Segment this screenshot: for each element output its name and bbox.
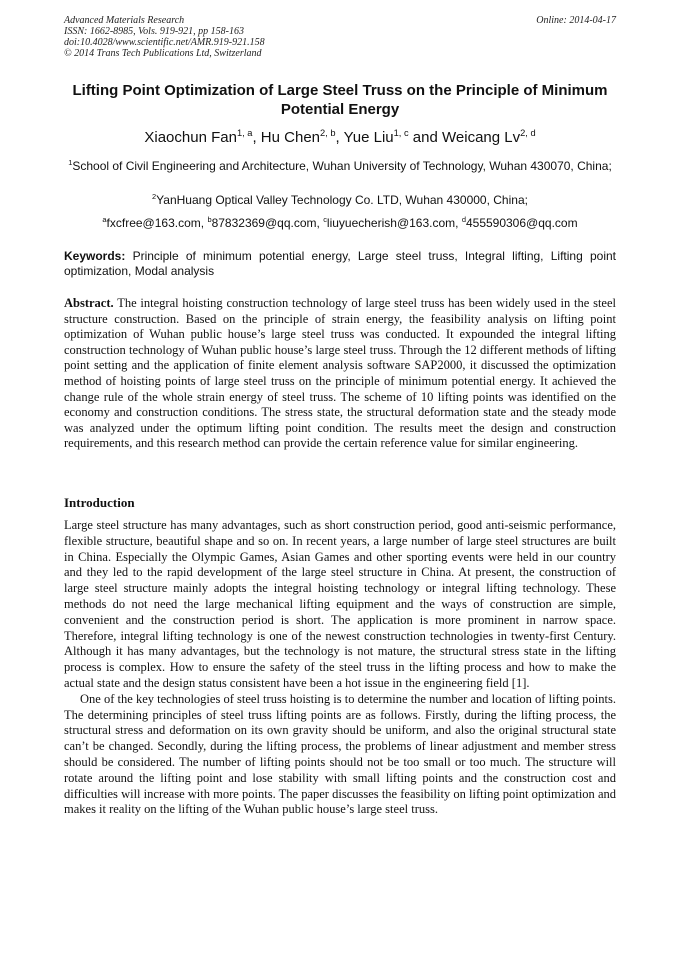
abstract-section <box>64 296 616 452</box>
email-address: fxcfree@163.com <box>106 216 201 230</box>
author-affiliation-marker: 2, b <box>320 128 336 138</box>
journal-header <box>64 15 616 59</box>
doi-line: doi:10.4028/www.scientific.net/AMR.919-921.158 <box>64 37 265 48</box>
author-separator: , <box>335 129 344 146</box>
online-date: Online: 2014-04-17 <box>536 15 616 26</box>
keywords-text: Principle of minimum potential energy, Large steel truss, Integral lifting, Lifting point optimization, Modal analysis <box>64 249 616 278</box>
email-marker: d <box>461 215 466 224</box>
affiliation-1 <box>64 158 616 174</box>
author-affiliation-marker: 2, d <box>520 128 536 138</box>
affiliation-text: YanHuang Optical Valley Technology Co. LTD, Wuhan 430000, China; <box>156 193 528 207</box>
affiliation-2 <box>64 192 616 208</box>
email-list: $^a$fxcfree@163.com, $^b$87832369@qq.com, $^c$liuyuecherish@163.com, $^d$455590306@qq.com <box>102 215 578 230</box>
email-address: 87832369@qq.com <box>211 216 317 230</box>
section-heading-introduction: Introduction <box>64 495 135 510</box>
email-marker: a <box>102 215 107 224</box>
affiliation-marker: 1 <box>68 158 73 167</box>
abstract-label: Abstract. <box>64 296 114 310</box>
paper-title: Lifting Point Optimization of Large Steel Truss on the Principle of Minimum Potential Energy <box>72 82 608 118</box>
email-address: liuyuecherish@163.com <box>326 216 456 230</box>
author-name: Hu Chen <box>260 129 320 146</box>
email-address: 455590306@qq.com <box>465 216 578 230</box>
affiliation-text: School of Civil Engineering and Architecture, Wuhan University of Technology, Wuhan 430070, China; <box>72 159 612 173</box>
abstract-text: The integral hoisting construction technology of large steel truss has been widely used in the steel structure construction. Based on the principle of strain energy, the feasibility analysis on lifting point optimization of Wuhan public house’s large steel truss was conducted. It expounded the integral lifting construction technology of Wuhan public house’s large steel truss. Through the 12 different methods of lifting point setting and the application of finite element analysis software SAP2000, it discussed the optimization method of hoisting points of large steel truss on the principle of minimum potential energy. It achieved the change rule of the whole strain energy of steel truss. The scheme of 10 lifting points was identified on the economy and construction conditions. The stress state, the structural deformation state and the steady mode was analyzed under the optimum lifting point condition. The results meet the design and construction requirements, and this research method can provide the certain reference value for similar engineering. <box>64 296 616 451</box>
issn-line: ISSN: 1662-8985, Vols. 919-921, pp 158-163 <box>64 26 244 37</box>
author-list <box>64 129 616 147</box>
email-marker: c <box>323 215 327 224</box>
keywords-label: Keywords: <box>64 249 126 263</box>
affiliation-marker: 2 <box>152 192 157 201</box>
author-name: Weicang Lv <box>442 129 521 146</box>
author-name: Xiaochun Fan <box>144 129 237 146</box>
keywords-section <box>64 249 616 279</box>
author-separator: , <box>252 129 261 146</box>
author-separator: and <box>408 129 443 146</box>
email-marker: b <box>207 215 212 224</box>
author-affiliation-marker: 1, a <box>236 128 253 138</box>
paragraph: Large steel structure has many advantages, such as short construction period, good anti-seismic performance, flexible structure, beautiful shape and so on. In recent years, a large number of large steel structures are built in China. Especially the Olympic Games, Asian Games and other sporting events were held in our country and they led to the rapid development of the large steel structure in China. At present, the construction of large steel structure mainly adopts the integral hoisting technology or integral lifting technology. These methods do not need the large mechanical lifting equipment and the ways of construction are simple, convenient and the construction period is short. The application is more prominent in narrow space. Therefore, integral lifting technology is one of the newest construction technologies in twenty-first Century. Although it has many advantages, but the technology is not mature, the structural stress state in the lifting process is complex. How to ensure the safety of the steel truss in the lifting process and how to make the actual state and the design status consistent have been a hot issue in the engineering field [1]. <box>64 518 616 690</box>
author-affiliation-marker: 1, c <box>393 128 409 138</box>
copyright-line: © 2014 Trans Tech Publications Ltd, Switzerland <box>64 48 262 59</box>
introduction-body <box>64 518 616 818</box>
journal-name: Advanced Materials Research <box>64 15 185 26</box>
author-name: Yue Liu <box>343 129 394 146</box>
paragraph: One of the key technologies of steel truss hoisting is to determine the number and location of lifting points. The determining principles of steel truss lifting points are as follows. Firstly, during the lifting process, the structural stress and deformation on its own gravity should be uniform, and also the original structural state can’t be changed. Secondly, during the lifting process, the problems of linear adjustment and member stress should be considered. The number of lifting points should not be too small or too much. The structure will rotate around the lifting point and lose stability with small lifting points and the construction cost and difficulties will increase with more points. The paper discusses the feasibility on lifting point optimization and makes it reality on the lifting of the Wuhan public house’s large steel truss. <box>64 691 616 817</box>
